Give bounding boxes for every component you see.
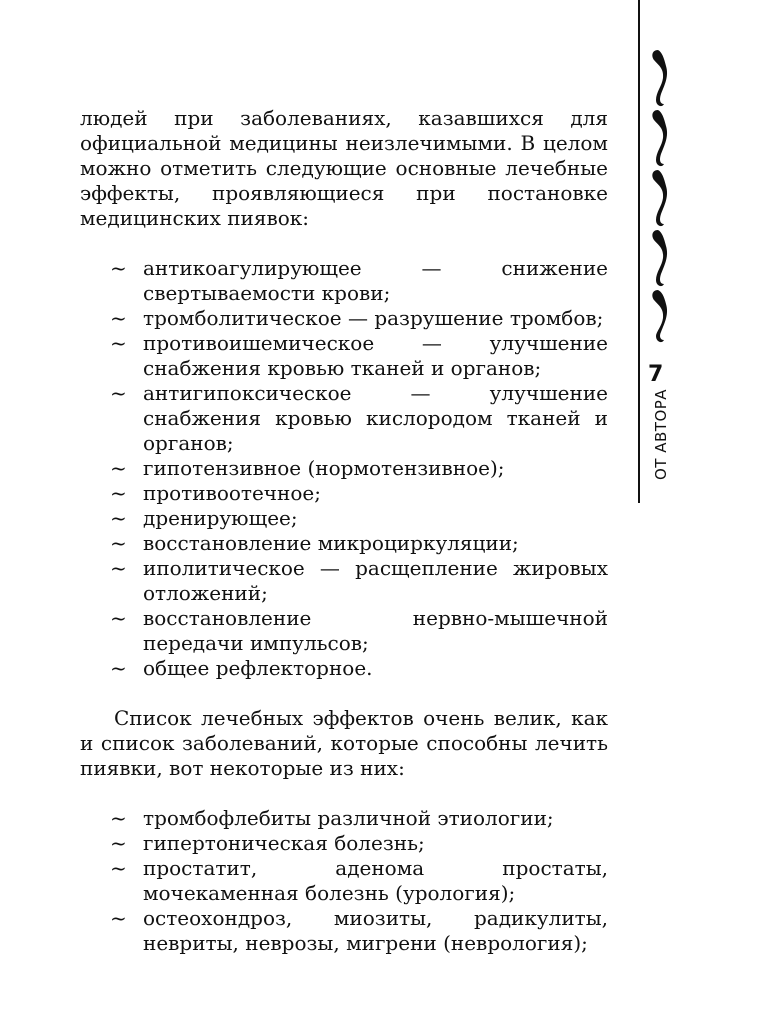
effects-list-item [80,481,608,506]
page-number: 7 [648,362,664,387]
list-item-text: иполитическое — расщепление жировых отложений; [143,556,608,605]
list-item-text: гипертоническая болезнь; [143,831,425,855]
tilde-bullet-icon: ~ [110,381,127,405]
tilde-bullet-icon: ~ [110,531,127,555]
list-item-text: тромболитическое — разрушение тромбов; [143,306,604,330]
tilde-bullet-icon: ~ [110,331,127,355]
effects-list-item [80,656,608,681]
page-body [80,106,608,956]
list-item-text: противоишемическое — улучшение снабжения кровью тканей и органов; [143,331,608,380]
tilde-bullet-icon: ~ [110,481,127,505]
tilde-bullet-icon: ~ [110,506,127,530]
tilde-bullet-icon: ~ [110,656,127,680]
list-item-text: гипотензивное (нормотензивное); [143,456,505,480]
leech-shape-2 [652,110,667,166]
leech-ornament-graphic [642,46,674,346]
effects-list-item [80,556,608,606]
leech-ornament-icon [642,46,674,346]
tilde-bullet-icon: ~ [110,306,127,330]
second-paragraph: Список лечебных эффектов очень велик, как и список заболеваний, которые способны лечить пиявки, вот некоторые из них: [80,706,608,780]
spacer [80,231,608,256]
tilde-bullet-icon: ~ [110,256,127,280]
leech-shape-5 [652,290,667,342]
list-item-text: восстановление нервно-мышечной передачи импульсов; [143,606,608,655]
list-item-text: простатит, аденома простаты, мочекаменная болезнь (урология); [143,856,608,905]
effects-list-item [80,531,608,556]
tilde-bullet-icon: ~ [110,806,127,830]
tilde-bullet-icon: ~ [110,831,127,855]
list-item-text: дренирующее; [143,506,298,530]
tilde-bullet-icon: ~ [110,556,127,580]
list-item-text: антигипоксическое — улучшение снабжения кровью кислородом тканей и органов; [143,381,608,455]
tilde-bullet-icon: ~ [110,856,127,880]
effects-list-item [80,331,608,381]
leech-shape-4 [652,230,667,286]
effects-list-item [80,506,608,531]
tilde-bullet-icon: ~ [110,456,127,480]
effects-list-item [80,606,608,656]
diseases-list-item [80,806,608,831]
list-item-text: общее рефлекторное. [143,656,373,680]
leech-shape-3 [652,170,667,226]
list-item-text: противоотечное; [143,481,321,505]
list-item-text: восстановление микроциркуляции; [143,531,519,555]
tilde-bullet-icon: ~ [110,606,127,630]
diseases-list-item [80,856,608,906]
leech-shape-1 [652,50,667,106]
effects-list-item [80,456,608,481]
effects-list [80,256,608,681]
spacer [80,681,608,706]
list-item-text: остеохондроз, миозиты, радикулиты, невриты, неврозы, мигрени (неврология); [143,906,608,955]
tilde-bullet-icon: ~ [110,906,127,930]
list-item-text: антикоагулирующее — снижение свертываемости крови; [143,256,608,305]
diseases-list-item [80,906,608,956]
list-item-text: тромбофлебиты различной этиологии; [143,806,554,830]
effects-list-item [80,381,608,456]
running-head: ОТ АВТОРА [652,388,670,480]
effects-list-item [80,306,608,331]
diseases-list-item [80,831,608,856]
diseases-list [80,806,608,956]
spacer [80,781,608,806]
intro-paragraph: людей при заболеваниях, казавшихся для официальной медицины неизлечимыми. В целом можно отметить следующие основные лечебные эффекты, проявляющиеся при постановке медицинских пиявок: [80,106,608,230]
effects-list-item [80,256,608,306]
margin-rule [638,0,640,503]
